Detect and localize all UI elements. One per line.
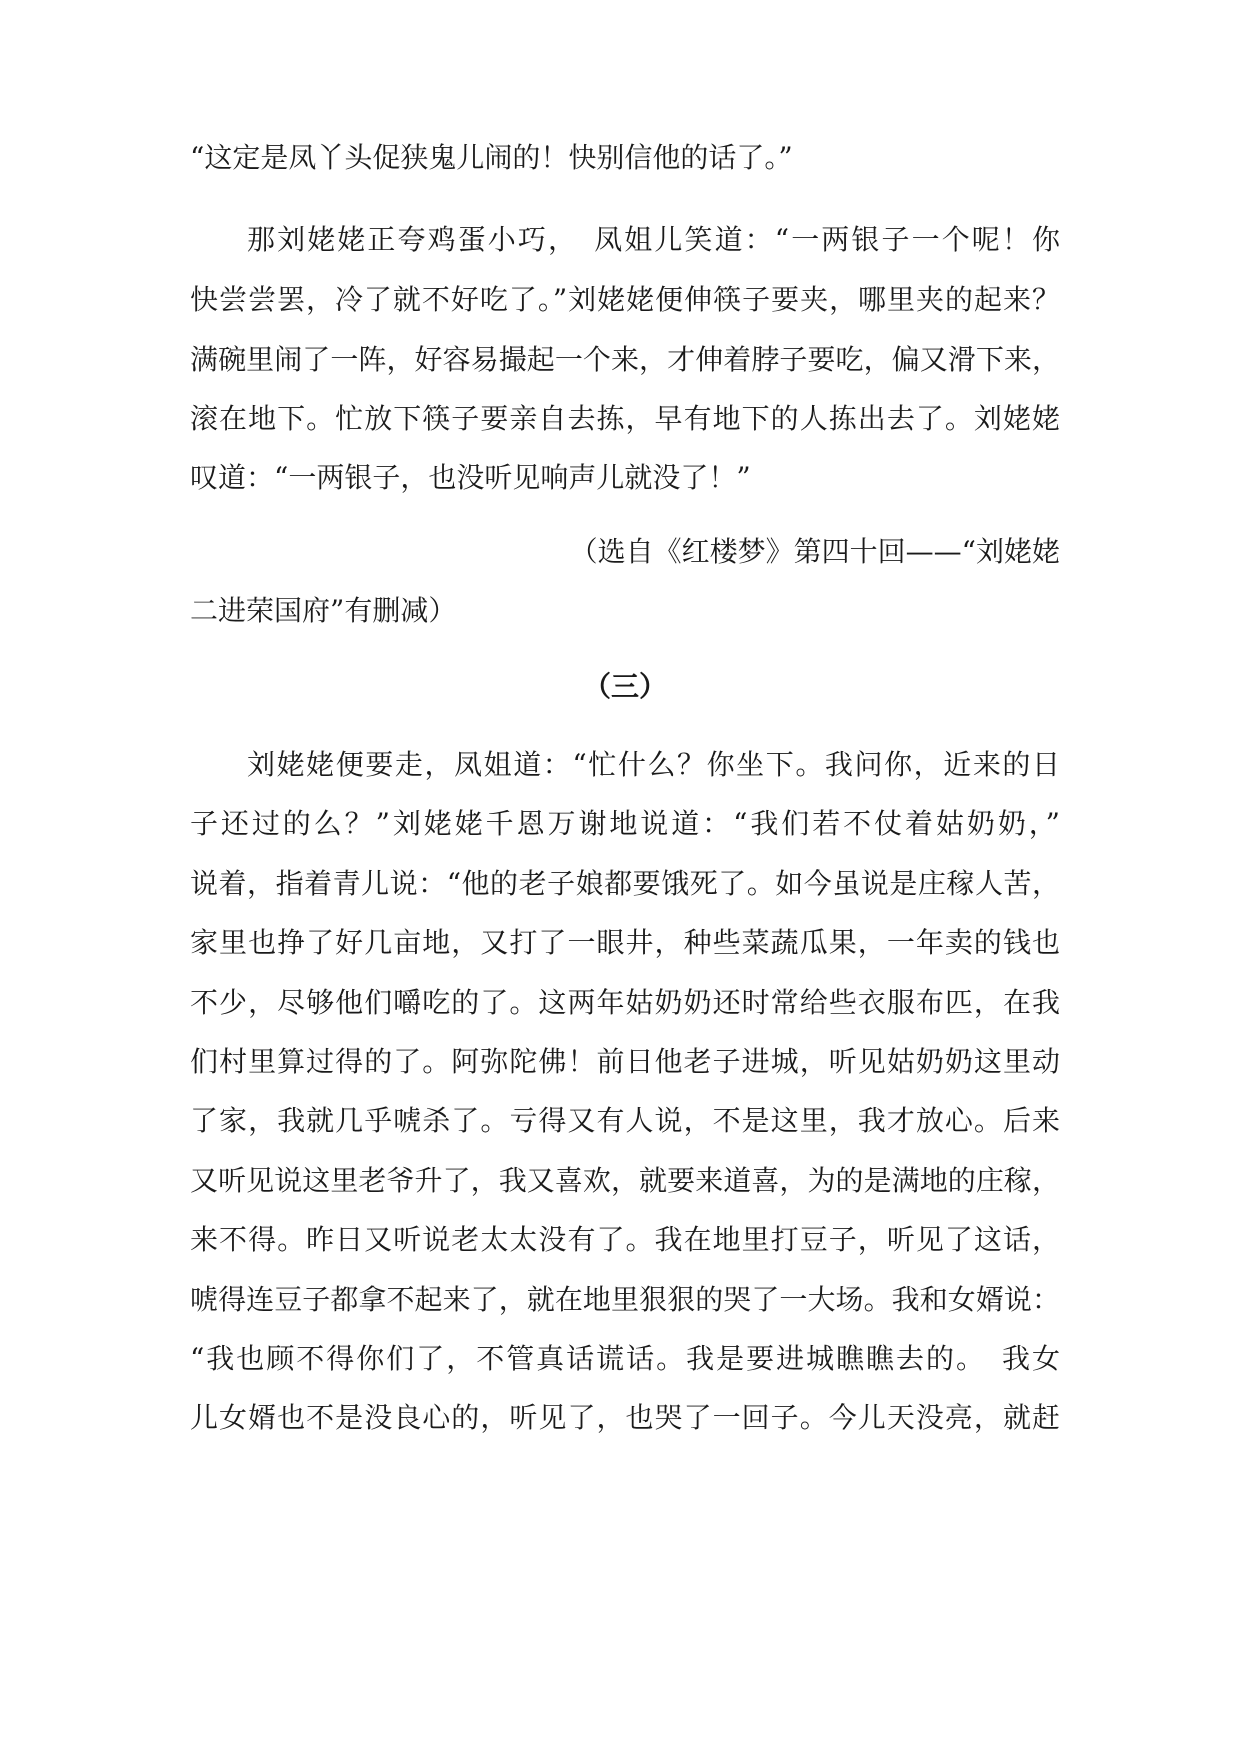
- source-citation: 二进荣国府”有删减）: [190, 594, 457, 627]
- paragraph-line: 叹道：“一两银子，也没听见响声儿就没了！”: [190, 461, 751, 494]
- paragraph-line: 又听见说这里老爷升了，我又喜欢，就要来道喜，为的是满地的庄稼，: [190, 1164, 1060, 1197]
- paragraph-line: 们村里算过得的了。阿弥陀佛！前日他老子进城，听见姑奶奶这里动: [190, 1045, 1060, 1078]
- paragraph-line: 滚在地下。忙放下筷子要亲自去拣，早有地下的人拣出去了。刘姥姥: [190, 402, 1060, 435]
- paragraph-line: 儿女婿也不是没良心的，听见了，也哭了一回子。今儿天没亮，就赶: [190, 1401, 1060, 1434]
- paragraph-line: 满碗里闹了一阵，好容易撮起一个来，才伸着脖子要吃，偏又滑下来，: [190, 343, 1060, 376]
- paragraph-line: 刘姥姥便要走，凤姐道：“忙什么？你坐下。我问你，近来的日: [247, 748, 1060, 781]
- paragraph-line: 那刘姥姥正夸鸡蛋小巧， 凤姐儿笑道：“一两银子一个呢！你: [247, 223, 1060, 256]
- paragraph-line: 说着，指着青儿说：“他的老子娘都要饿死了。如今虽说是庄稼人苦，: [190, 867, 1060, 900]
- section-heading: （三）: [582, 670, 667, 703]
- paragraph-line: 了家，我就几乎唬杀了。亏得又有人说，不是这里，我才放心。后来: [190, 1104, 1060, 1137]
- paragraph-line: “我也顾不得你们了，不管真话谎话。我是要进城瞧瞧去的。 我女: [190, 1342, 1060, 1375]
- paragraph-line: 家里也挣了好几亩地，又打了一眼井，种些菜蔬瓜果，一年卖的钱也: [190, 926, 1060, 959]
- paragraph-line: 来不得。昨日又听说老太太没有了。我在地里打豆子，听见了这话，: [190, 1223, 1060, 1256]
- paragraph-line: 唬得连豆子都拿不起来了，就在地里狠狠的哭了一大场。我和女婿说：: [190, 1283, 1060, 1316]
- paragraph-line: 快尝尝罢，冷了就不好吃了。”刘姥姥便伸筷子要夹，哪里夹的起来？: [190, 283, 1060, 316]
- text-line: “这定是凤丫头促狭鬼儿闹的！快别信他的话了。”: [190, 141, 793, 174]
- paragraph-line: 子还过的么？”刘姥姥千恩万谢地说道：“我们若不仗着姑奶奶，”: [190, 807, 1060, 840]
- source-citation: （选自《红楼梦》第四十回——“刘姥姥: [569, 535, 1060, 568]
- paragraph-line: 不少，尽够他们嚼吃的了。这两年姑奶奶还时常给些衣服布匹，在我: [190, 986, 1060, 1019]
